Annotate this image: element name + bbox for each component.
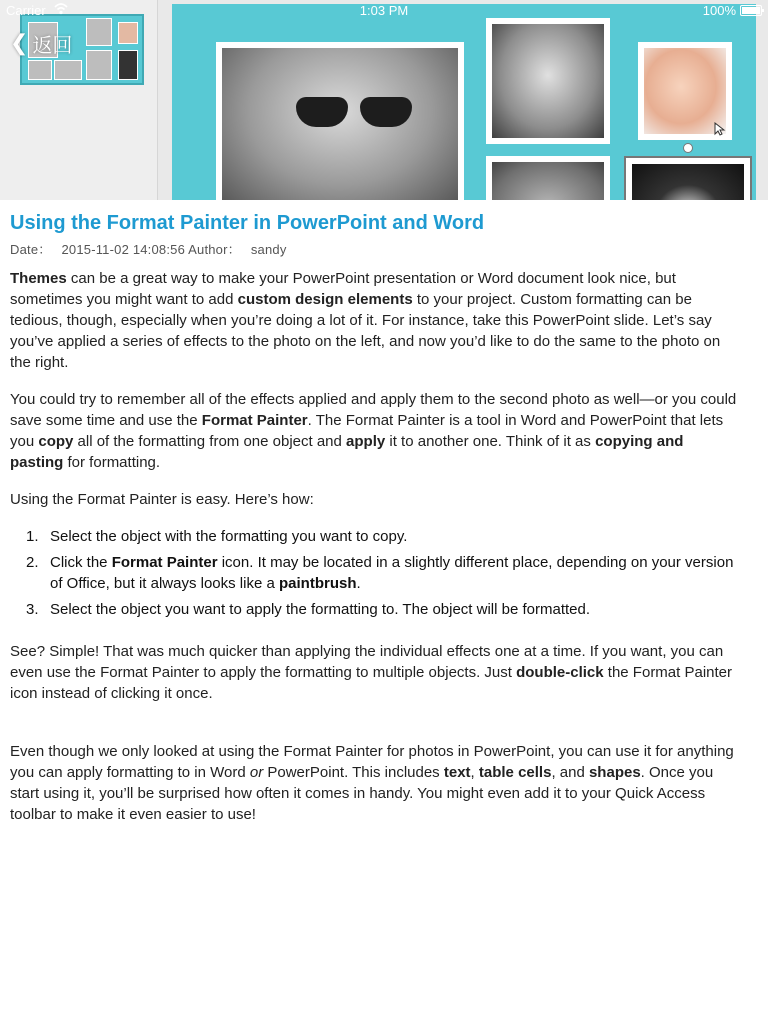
- body-text: PowerPoint. This includes: [263, 764, 444, 781]
- paragraph-how-to: Using the Format Painter is easy. Here’s how:: [10, 491, 314, 508]
- body-text: to your project. Custom formatting can be tedious, though, especially when you’re doing a lot of it. For instance, take this PowerPoint slide. Let’s say you’ve applied a series of effects to the photo on the left, and now you’d like to do the same to the photo on the right.: [10, 291, 721, 371]
- chevron-left-icon: ❮: [10, 30, 29, 55]
- back-button-label: 返回: [32, 34, 73, 57]
- body-text: Even though we only looked at using the Format Painter for photos in PowerPoint, you can use it for anything you can apply formatting to in Word: [10, 743, 734, 781]
- rotate-handle: [683, 143, 693, 153]
- paragraph-conclusion: [10, 741, 740, 825]
- status-bar: [0, 0, 768, 22]
- carrier-label: Carrier: [6, 3, 46, 18]
- italic-text: or: [249, 764, 264, 781]
- date-value: 2015-11-02 14:08:56: [61, 242, 186, 257]
- bold-text: double-click: [516, 664, 604, 681]
- powerpoint-slide: [172, 4, 756, 200]
- battery-percent: 100%: [702, 3, 736, 18]
- list-number: 3.: [26, 601, 39, 618]
- status-time: 1:03 PM: [359, 3, 409, 18]
- bold-text: custom design elements: [237, 291, 413, 308]
- list-number: 1.: [26, 528, 39, 545]
- bold-text: shapes: [588, 764, 641, 781]
- list-text: Select the object with the formatting you want to copy.: [50, 528, 408, 545]
- paragraph-simple: [10, 641, 740, 704]
- bold-text: paintbrush: [279, 575, 357, 592]
- body-text: . The Format Painter is a tool in Word and PowerPoint that lets you: [10, 412, 724, 450]
- list-item: [10, 599, 740, 620]
- body-text: See? Simple! That was much quicker than applying the individual effects one at a time. If you want, you can even use the Format Painter to apply the formatting to multiple objects. Just: [10, 643, 724, 681]
- baby-photo-selected: [624, 156, 752, 200]
- back-button[interactable]: [10, 30, 72, 56]
- list-text: Select the object you want to apply the formatting to. The object will be formatted.: [50, 601, 591, 618]
- list-item: [10, 552, 740, 594]
- list-number: 2.: [26, 554, 39, 571]
- bold-text: copy: [38, 433, 74, 450]
- body-text: for formatting.: [63, 454, 161, 471]
- author-value: sandy: [250, 242, 287, 257]
- body-text: . Once you start using it, you’ll be surprised how often it comes in handy. You might even add it to your Quick Access toolbar to make it even easier to use!: [10, 764, 714, 823]
- list-text: icon. It may be located in a slightly different place, depending on your version of Office, but it always looks like a: [50, 554, 734, 592]
- bold-text: Format Painter: [111, 554, 218, 571]
- body-text: You could try to remember all of the effects applied and apply them to the second photo as well—or you could save some time and use the: [10, 391, 737, 429]
- paragraph-format-painter: [10, 389, 740, 473]
- baby-photo-portrait: [486, 18, 610, 144]
- body-text: ,: [470, 764, 479, 781]
- article-hero-image: [0, 0, 768, 200]
- date-label: Date：: [10, 242, 52, 257]
- body-text: all of the formatting from one object and: [73, 433, 347, 450]
- bold-text: Themes: [10, 270, 67, 287]
- list-text: Click the: [50, 554, 112, 571]
- bold-text: copying and pasting: [10, 433, 684, 471]
- body-text: the Format Painter icon instead of clicking it once.: [10, 664, 733, 702]
- battery-icon: [740, 5, 762, 16]
- bold-text: table cells: [478, 764, 552, 781]
- article-meta: [10, 242, 740, 258]
- body-text: , and: [551, 764, 589, 781]
- cursor-icon: [714, 122, 726, 136]
- bold-text: Format Painter: [201, 412, 308, 429]
- bold-text: apply: [346, 433, 386, 450]
- article-title: Using the Format Painter in PowerPoint and Word: [10, 212, 485, 234]
- list-item: [10, 526, 740, 547]
- baby-photo-bottom: [486, 156, 610, 200]
- body-text: it to another one. Think of it as: [385, 433, 596, 450]
- list-text: .: [356, 575, 361, 592]
- baby-photo-sunglasses: [216, 42, 464, 200]
- author-label: Author：: [188, 242, 241, 257]
- steps-list: [10, 526, 740, 620]
- paragraph-intro: [10, 268, 740, 373]
- bold-text: text: [443, 764, 471, 781]
- article-body: [10, 200, 740, 825]
- body-text: can be a great way to make your PowerPoint presentation or Word document look nice, but sometimes you might want to add: [10, 270, 676, 308]
